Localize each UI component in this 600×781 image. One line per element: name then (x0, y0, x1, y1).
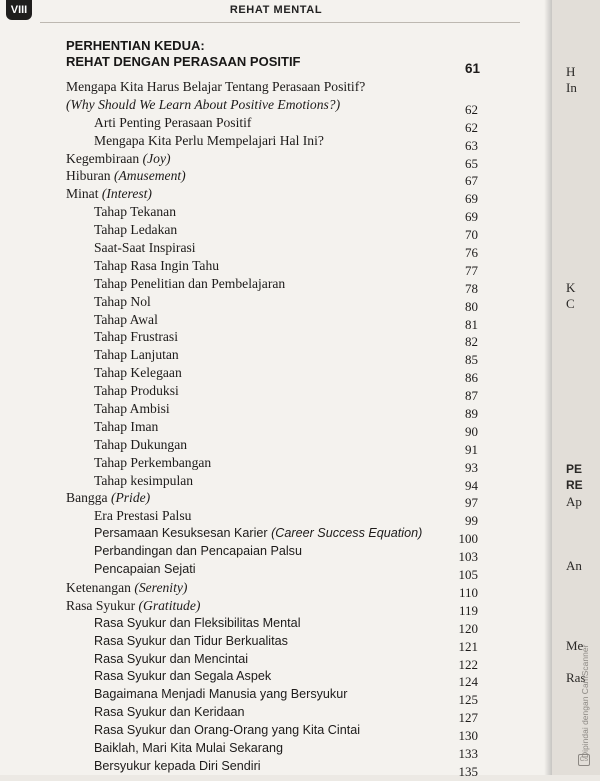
toc-entry (0, 275, 552, 296)
toc-entry (0, 668, 552, 690)
toc-entry-page: 130 (458, 728, 478, 744)
scanner-watermark-text: Dipindai dengan CamScanner (580, 644, 590, 758)
camscanner-icon: CS (578, 754, 590, 766)
toc-entry-page: 133 (458, 745, 478, 761)
toc-entry-title: Pencapaian Sejati (94, 562, 196, 577)
toc-entry-page: 91 (465, 441, 478, 457)
toc-entry-title: Tahap Rasa Ingin Tahu (94, 257, 220, 273)
toc-entry-title: Kegembiraan (Joy) (66, 150, 171, 166)
toc-entry-title: Tahap Lanjutan (94, 347, 179, 363)
toc-entry-page: 87 (465, 388, 478, 404)
toc-entry (0, 78, 552, 96)
toc-entry-page: 69 (465, 191, 478, 207)
toc-entry-page: 77 (465, 262, 478, 278)
table-of-contents (0, 78, 552, 779)
toc-entry (0, 436, 552, 457)
toc-entry (0, 167, 552, 189)
facing-page-fragment: K (566, 280, 576, 295)
toc-entry (0, 203, 552, 225)
toc-entry (0, 704, 552, 726)
toc-entry (0, 489, 552, 511)
toc-entry (0, 382, 552, 404)
toc-entry (0, 740, 552, 761)
toc-entry (0, 615, 552, 636)
toc-entry-page: 97 (465, 495, 478, 511)
toc-entry (0, 507, 552, 529)
running-head: REHAT MENTAL (229, 4, 323, 16)
toc-entry-page: 76 (465, 245, 478, 261)
toc-entry-page: 120 (458, 620, 478, 636)
toc-entry (0, 686, 552, 708)
toc-entry-title: Saat-Saat Inspirasi (94, 240, 196, 256)
toc-entry-page: 99 (465, 513, 478, 529)
toc-entry-page: 122 (458, 656, 478, 672)
toc-entry-title: Mengapa Kita Harus Belajar Tentang Perasaan Positif? (66, 79, 366, 94)
toc-entry-page: 69 (465, 209, 478, 225)
toc-entry-page: 78 (465, 280, 478, 296)
toc-entry-page: 90 (465, 423, 478, 439)
toc-entry-title: Minat (Interest) (66, 186, 152, 202)
toc-entry-title: Rasa Syukur dan Keridaan (94, 705, 245, 720)
toc-entry-page: 127 (458, 710, 478, 726)
toc-entry (0, 293, 552, 314)
toc-entry (0, 257, 552, 278)
toc-entry-title: Bagaimana Menjadi Manusia yang Bersyukur (94, 687, 348, 702)
toc-entry (0, 633, 552, 654)
toc-entry-page: 62 (465, 101, 478, 117)
toc-entry-title: Baiklah, Mari Kita Mulai Sekarang (94, 740, 283, 755)
toc-entry (0, 561, 552, 583)
toc-entry-title: Tahap Kelegaan (94, 365, 182, 381)
facing-page-fragment: In (566, 80, 577, 95)
toc-entry-title: Bersyukur kepada Diri Sendiri (94, 758, 261, 773)
facing-page-fragment: Ras (566, 670, 586, 685)
toc-entry-title: Bangga (Pride) (66, 490, 151, 506)
toc-entry-page: 89 (465, 406, 478, 422)
toc-entry-title: Rasa Syukur dan Tidur Berkualitas (94, 633, 288, 648)
toc-entry (0, 328, 552, 350)
facing-page-fragment: C (566, 296, 575, 311)
section-title-line1: PERHENTIAN KEDUA: (66, 38, 205, 53)
toc-entry-title: Tahap Frustrasi (94, 329, 178, 345)
header-rule (40, 22, 520, 23)
toc-entry (0, 311, 552, 332)
toc-entry (0, 185, 552, 207)
toc-entry-page: 110 (458, 584, 478, 600)
toc-entry-title: Rasa Syukur dan Fleksibilitas Mental (94, 615, 301, 630)
toc-entry-page: 63 (465, 137, 478, 153)
toc-entry-page: 70 (465, 227, 478, 243)
toc-entry (0, 651, 552, 672)
toc-entry-title: Tahap Produksi (94, 383, 179, 399)
toc-entry-title: Rasa Syukur dan Orang-Orang yang Kita Cintai (94, 723, 361, 738)
toc-entry-title: Era Prestasi Palsu (94, 508, 192, 524)
toc-entry-title: Tahap Awal (94, 311, 158, 327)
toc-entry (0, 597, 552, 618)
toc-entry (0, 543, 552, 565)
toc-entry (0, 114, 552, 135)
facing-page-fragment: PE (566, 462, 583, 476)
toc-entry (0, 364, 552, 386)
toc-entry-title: Rasa Syukur (Gratitude) (66, 597, 201, 613)
toc-entry (0, 346, 552, 368)
toc-entry-page: 121 (458, 638, 478, 654)
toc-entry-title: Perbandingan dan Pencapaian Palsu (94, 544, 302, 559)
toc-entry-title: Mengapa Kita Perlu Mempelajari Hal Ini? (94, 132, 324, 148)
toc-entry (0, 400, 552, 422)
facing-page-fragment: RE (566, 478, 583, 492)
toc-entry-title: Tahap Dukungan (94, 436, 188, 452)
section-page-number: 61 (464, 61, 480, 76)
toc-entry (0, 221, 552, 243)
toc-entry-page: 80 (465, 298, 478, 314)
toc-entry-title: Tahap Ledakan (94, 222, 178, 238)
toc-entry-title: Tahap Iman (94, 418, 159, 434)
toc-entry (0, 758, 552, 779)
toc-entry (0, 579, 552, 600)
toc-entry-title: Arti Penting Perasaan Positif (94, 114, 252, 130)
toc-entry-page: 93 (465, 459, 478, 475)
toc-entry (0, 454, 552, 475)
toc-entry (0, 722, 552, 744)
toc-entry-title: Tahap Perkembangan (94, 454, 212, 470)
toc-entry (0, 525, 552, 547)
toc-entry-page: 86 (465, 370, 478, 386)
toc-entry-page: 100 (458, 531, 478, 547)
toc-entry-page: 103 (458, 549, 478, 565)
toc-entry (0, 96, 552, 117)
toc-entry-title: Tahap Nol (94, 293, 151, 309)
page-number: VIII (6, 0, 32, 20)
facing-page-fragment: H (566, 64, 576, 79)
toc-entry-page: 65 (465, 155, 478, 171)
toc-entry-page: 119 (458, 602, 478, 618)
toc-entry-page: 67 (465, 173, 478, 189)
toc-entry-page: 125 (458, 692, 478, 708)
toc-entry (0, 472, 552, 493)
scanner-watermark (576, 548, 592, 770)
facing-page-fragment: Me (566, 638, 584, 653)
toc-entry-title: (Why Should We Learn About Positive Emotions?) (66, 96, 341, 112)
toc-entry-page: 85 (465, 352, 478, 368)
toc-entry-title: Tahap Ambisi (94, 401, 170, 417)
section-title-line2: REHAT DENGAN PERASAAN POSITIF (66, 54, 301, 69)
toc-entry-page: 62 (465, 119, 478, 135)
toc-entry-page: 124 (458, 674, 478, 690)
toc-entry-title: Rasa Syukur dan Segala Aspek (94, 669, 272, 684)
toc-entry-title: Persamaan Kesuksesan Karier (Career Success Equation) (94, 526, 423, 541)
toc-entry-title: Tahap Penelitian dan Pembelajaran (94, 275, 286, 291)
toc-entry-page: 82 (465, 334, 478, 350)
toc-entry-page: 105 (458, 567, 478, 583)
toc-entry-title: Rasa Syukur dan Mencintai (94, 651, 249, 666)
toc-entry-title: Hiburan (Amusement) (66, 168, 186, 184)
toc-entry (0, 132, 552, 153)
toc-entry (0, 150, 552, 171)
toc-entry-page: 135 (458, 763, 478, 779)
toc-entry-title: Ketenangan (Serenity) (66, 579, 188, 595)
toc-entry-title: Tahap Tekanan (94, 204, 177, 220)
facing-page-fragment: An (566, 558, 582, 573)
toc-entry-page: 81 (465, 316, 478, 332)
toc-entry-title: Tahap kesimpulan (94, 472, 194, 488)
toc-entry (0, 418, 552, 439)
facing-page-fragment: Ap (566, 494, 582, 509)
toc-entry-page: 94 (465, 477, 478, 493)
toc-entry (0, 239, 552, 261)
